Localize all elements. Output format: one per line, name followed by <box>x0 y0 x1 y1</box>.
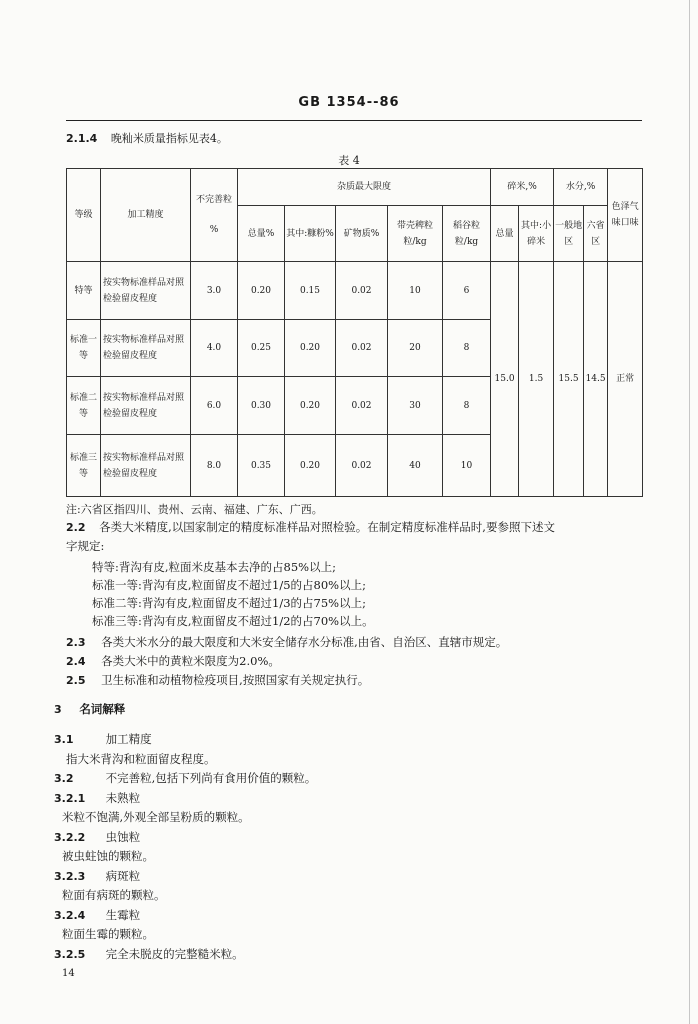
section-2-1-4 <box>66 130 228 146</box>
cell-weed-seed: 40 <box>388 435 443 497</box>
cell-paddy: 10 <box>443 435 491 497</box>
cell-grade: 标准三等 <box>67 435 101 497</box>
section-number: 2.3 <box>66 636 86 649</box>
cell-precision: 按实物标准样品对照检验留皮程度 <box>101 320 191 377</box>
cell-mineral: 0.02 <box>336 320 388 377</box>
section-3-list <box>54 730 316 964</box>
header-moisture: 水分,% <box>554 169 608 206</box>
cell-weed-seed: 10 <box>388 262 443 320</box>
header-moisture-general: 一般地区 <box>554 206 584 262</box>
precision-rule: 特等:背沟有皮,粒面米皮基本去净的占85%以上; <box>92 560 336 574</box>
section-2-2-line1: 各类大米精度,以国家制定的精度标准样品对照检验。在制定精度标准样品时,要参照下述文 <box>99 520 555 534</box>
term-definition: 被虫蛀蚀的颗粒。 <box>62 849 154 863</box>
section-number: 2.1.4 <box>66 132 98 145</box>
header-precision: 加工精度 <box>101 169 191 262</box>
term-label: 未熟粒 <box>105 790 141 805</box>
cell-grade: 标准一等 <box>67 320 101 377</box>
header-broken-total: 总量 <box>491 206 519 262</box>
cell-bran: 0.20 <box>285 377 336 435</box>
cell-paddy: 8 <box>443 377 491 435</box>
cell-bran: 0.15 <box>285 262 336 320</box>
precision-rule: 标准三等:背沟有皮,粒面留皮不超过1/2的占70%以上。 <box>92 614 374 628</box>
cell-mineral: 0.02 <box>336 435 388 497</box>
cell-impurity-total: 0.30 <box>238 377 285 435</box>
term-definition: 粒面有病斑的颗粒。 <box>62 888 166 902</box>
header-mineral: 矿物质% <box>336 206 388 262</box>
header-rule <box>66 120 642 121</box>
header-bran: 其中:糠粉% <box>285 206 336 262</box>
section-number: 2.5 <box>66 674 86 687</box>
section-2-2-line2: 字规定: <box>66 539 105 553</box>
header-moisture-six: 六省区 <box>584 206 608 262</box>
term-number: 3.2.5 <box>54 947 86 961</box>
cell-bran: 0.20 <box>285 435 336 497</box>
header-weed-seed: 带壳稗粒粒/kg <box>388 206 443 262</box>
term-label: 不完善粒,包括下列尚有食用价值的颗粒。 <box>105 771 317 785</box>
section-2-2 <box>66 518 555 690</box>
cell-color-smell: 正常 <box>608 262 643 497</box>
term-label: 完全未脱皮的完整糙米粒。 <box>105 946 244 961</box>
cell-impurity-total: 0.25 <box>238 320 285 377</box>
term-label: 生霉粒 <box>105 907 141 922</box>
cell-imperfect: 4.0 <box>191 320 238 377</box>
cell-precision: 按实物标准样品对照检验留皮程度 <box>101 435 191 497</box>
section-2-3-text: 各类大米水分的最大限度和大米安全储存水分标准,由省、自治区、直辖市规定。 <box>101 635 508 649</box>
cell-grade: 标准二等 <box>67 377 101 435</box>
header-grade: 等级 <box>67 169 101 262</box>
cell-moisture-six: 14.5 <box>584 262 608 497</box>
cell-precision: 按实物标准样品对照检验留皮程度 <box>101 377 191 435</box>
standard-header: GB 1354--86 <box>298 95 400 110</box>
term-number: 3.2.2 <box>54 830 86 844</box>
header-imperfect-unit: % <box>209 225 219 235</box>
cell-paddy: 6 <box>443 262 491 320</box>
cell-imperfect: 6.0 <box>191 377 238 435</box>
cell-moisture-general: 15.5 <box>554 262 584 497</box>
table-caption: 表 4 <box>338 154 360 167</box>
term-label: 虫蚀粒 <box>105 829 141 844</box>
term-definition: 米粒不饱满,外观全部呈粉质的颗粒。 <box>62 810 250 824</box>
header-impurity-max: 杂质最大限度 <box>238 169 491 206</box>
cell-impurity-total: 0.35 <box>238 435 285 497</box>
cell-bran: 0.20 <box>285 320 336 377</box>
header-paddy: 稻谷粒粒/kg <box>443 206 491 262</box>
cell-mineral: 0.02 <box>336 262 388 320</box>
header-imperfect-label: 不完善粒 <box>195 195 232 205</box>
cell-broken-small: 1.5 <box>519 262 554 497</box>
section-number: 3 <box>54 703 62 716</box>
table-note: 注:六省区指四川、贵州、云南、福建、广东、广西。 <box>66 503 323 516</box>
section-number: 2.2 <box>66 521 86 534</box>
term-label: 病斑粒 <box>105 868 141 883</box>
cell-precision: 按实物标准样品对照检验留皮程度 <box>101 262 191 320</box>
section-2-5-text: 卫生标准和动植物检疫项目,按照国家有关规定执行。 <box>101 673 370 687</box>
header-imperfect <box>191 169 238 262</box>
cell-mineral: 0.02 <box>336 377 388 435</box>
section-2-4-text: 各类大米中的黄粒米限度为2.0%。 <box>101 654 280 668</box>
term-number: 3.2.1 <box>54 791 86 805</box>
page-number: 14 <box>62 968 75 979</box>
cell-imperfect: 3.0 <box>191 262 238 320</box>
term-number: 3.1 <box>54 733 74 746</box>
header-broken: 碎米,% <box>491 169 554 206</box>
cell-broken-total: 15.0 <box>491 262 519 497</box>
term-definition: 粒面生霉的颗粒。 <box>62 927 154 941</box>
term-label: 加工精度 <box>105 732 152 746</box>
term-definition: 指大米背沟和粒面留皮程度。 <box>66 751 216 766</box>
header-impurity-total: 总量% <box>238 206 285 262</box>
header-color-smell: 色泽气味口味 <box>608 169 643 262</box>
cell-grade: 特等 <box>67 262 101 320</box>
section-3-heading <box>54 700 125 719</box>
cell-imperfect: 8.0 <box>191 435 238 497</box>
precision-rule: 标准一等:背沟有皮,粒面留皮不超过1/5的占80%以上; <box>92 578 366 592</box>
section-text: 晚籼米质量指标见表4。 <box>110 132 228 145</box>
cell-paddy: 8 <box>443 320 491 377</box>
section-number: 2.4 <box>66 655 86 668</box>
term-number: 3.2.4 <box>54 908 86 922</box>
term-number: 3.2.3 <box>54 869 86 883</box>
term-number: 3.2 <box>54 772 74 785</box>
header-broken-small: 其中:小碎米 <box>519 206 554 262</box>
cell-impurity-total: 0.20 <box>238 262 285 320</box>
cell-weed-seed: 20 <box>388 320 443 377</box>
section-3-title: 名词解释 <box>79 702 126 716</box>
cell-weed-seed: 30 <box>388 377 443 435</box>
quality-table <box>66 168 643 497</box>
table-row <box>67 262 643 320</box>
precision-rule: 标准二等:背沟有皮,粒面留皮不超过1/3的占75%以上; <box>92 596 366 610</box>
